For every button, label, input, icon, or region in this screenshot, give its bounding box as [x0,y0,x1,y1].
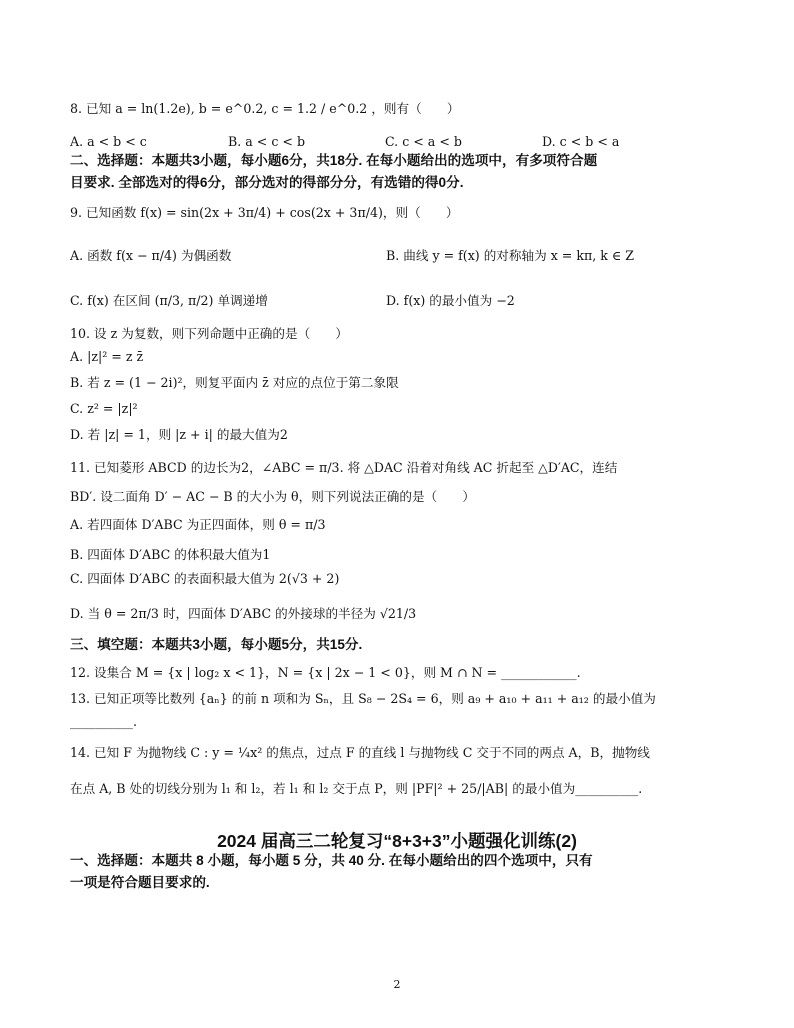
q11-stem-line2: BD′. 设二面角 D′ − AC − B 的大小为 θ，则下列说法正确的是（ ） [70,489,475,504]
q10-option-d: D. 若 |z| = 1，则 |z + i| 的最大值为2 [70,427,288,442]
page-number: 2 [393,978,401,991]
q8-option-b: B. a < c < b [228,134,306,149]
q11-stem-line1: 11. 已知菱形 ABCD 的边长为2，∠ABC = π/3. 将 △DAC 沿着对角线 AC 折起至 △D′AC，连结 [70,460,618,475]
section2-line1: 二、选择题：本题共3小题，每小题6分，共18分. 在每小题给出的选项中，有多项符合题 [70,153,598,168]
q10-stem: 10. 设 z 为复数，则下列命题中正确的是（ ） [70,326,348,341]
q8-option-d: D. c < b < a [542,134,620,149]
q12-text: 12. 设集合 M = {x | log₂ x < 1}，N = {x | 2x − 1 < 0}，则 M ∩ N = ____________. [70,665,581,680]
q8-option-c: C. c < a < b [385,134,462,149]
q10-option-b: B. 若 z = (1 − 2i)²，则复平面内 z̄ 对应的点位于第二象限 [70,375,399,390]
q8-option-a: A. a < b < c [70,134,147,149]
q9-option-d: D. f(x) 的最小值为 −2 [386,293,515,308]
q9-option-c: C. f(x) 在区间 (π/3, π/2) 单调递增 [70,293,268,308]
q13-line1: 13. 已知正项等比数列 {aₙ} 的前 n 项和为 Sₙ，且 S₈ − 2S₄ = 6，则 a₉ + a₁₀ + a₁₁ + a₁₂ 的最小值为 [70,691,656,706]
section1-line1: 一、选择题：本题共 8 小题，每小题 5 分，共 40 分. 在每小题给出的四个选项中，只有 [70,853,593,868]
section3-header: 三、填空题：本题共3小题，每小题5分，共15分. [70,637,363,652]
q14-line2: 在点 A, B 处的切线分别为 l₁ 和 l₂，若 l₁ 和 l₂ 交于点 P，则 |PF|² + 25/|AB| 的最小值为__________. [70,781,643,796]
section1-line2: 一项是符合题目要求的. [70,875,210,890]
section2-line2: 目要求. 全部选对的得6分，部分选对的得部分分，有选错的得0分. [70,175,464,190]
q11-option-c: C. 四面体 D′ABC 的表面积最大值为 2(√3 + 2) [70,571,340,586]
q14-line1: 14. 已知 F 为抛物线 C : y = ¼x² 的焦点，过点 F 的直线 l 与抛物线 C 交于不同的两点 A，B，抛物线 [70,745,650,760]
q9-option-b: B. 曲线 y = f(x) 的对称轴为 x = kπ, k ∈ Z [386,248,634,263]
page-title: 2024 届高三二轮复习“8+3+3”小题强化训练(2) [217,831,577,851]
q10-option-c: C. z² = |z|² [70,401,138,416]
q8-stem: 8. 已知 a = ln(1.2e), b = e^0.2, c = 1.2 / e^0.2 ，则有（ ） [70,101,460,116]
q13-line2: __________. [70,714,137,729]
q11-option-b: B. 四面体 D′ABC 的体积最大值为1 [70,547,271,562]
q10-option-a: A. |z|² = z z̄ [70,349,144,364]
q11-option-d: D. 当 θ = 2π/3 时，四面体 D′ABC 的外接球的半径为 √21/3 [70,606,417,621]
q11-option-a: A. 若四面体 D′ABC 为正四面体，则 θ = π/3 [70,517,326,532]
q9-stem: 9. 已知函数 f(x) = sin(2x + 3π/4) + cos(2x + 3π/4)，则（ ） [70,205,459,220]
q9-option-a: A. 函数 f(x − π/4) 为偶函数 [70,248,232,263]
